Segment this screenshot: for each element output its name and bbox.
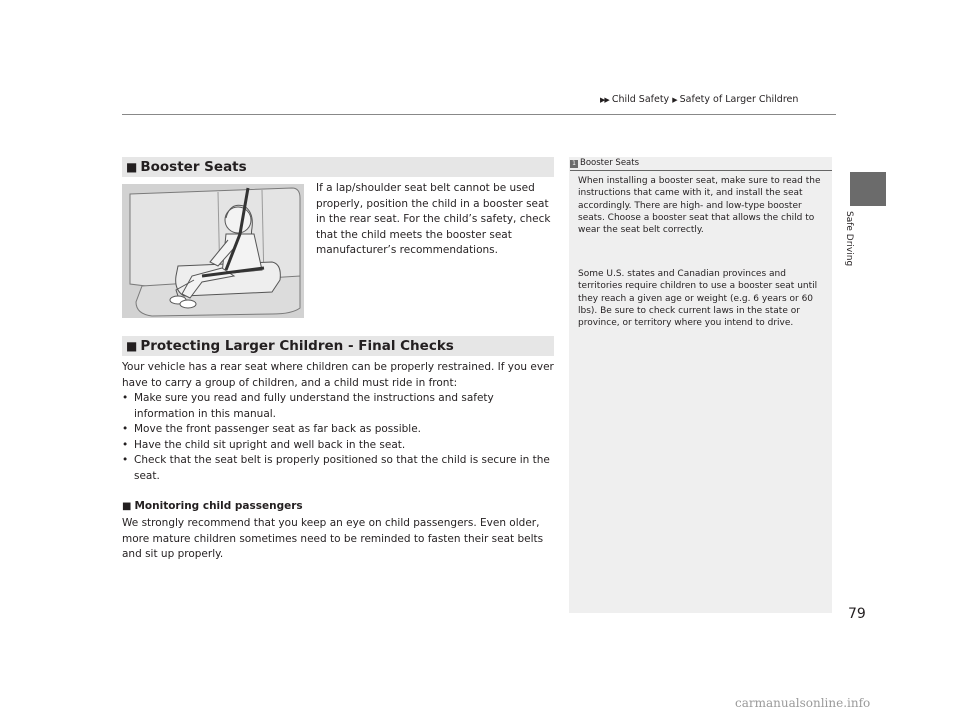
side-note-paragraph-1: When installing a booster seat, make sure to read the instructions that came with it, and install the seat accordingly. There are high- and low-type booster seats. Choose a booster seat that allows the child to wear the seat belt correctly. xyxy=(578,176,821,236)
page-number: 79 xyxy=(848,606,866,622)
note-number-icon: 1 xyxy=(570,160,578,168)
bullet-icon: • xyxy=(122,438,129,451)
list-item: • Make sure you read and fully understand the instructions and safety information in this manual. xyxy=(122,392,494,420)
chapter-tab[interactable] xyxy=(850,172,886,206)
bullet-icon: • xyxy=(122,423,129,435)
monitoring-body: We strongly recommend that you keep an eye on child passengers. Even older, more mature children sometimes need to be reminded to fasten their seat belts and sit up properly. xyxy=(122,517,544,560)
section-header-final-checks xyxy=(122,336,554,356)
double-triangle-arrow-icon: ▶▶ xyxy=(600,96,609,104)
watermark: carmanualsonline.info xyxy=(735,696,871,710)
chapter-tab-label-wrapper xyxy=(838,211,868,267)
booster-seats-body: If a lap/shoulder seat belt cannot be used properly, position the child in a booster seat in the rear seat. For the child’s safety, check that the child meets the booster seat manufacturer’s recommendations. xyxy=(316,182,551,256)
final-checks-list xyxy=(122,391,556,484)
side-note-paragraph-2: Some U.S. states and Canadian provinces and territories require children to use a booster seat until they reach a given age or weight (e.g. 6 years or 60 lbs). Be sure to check current laws in the state or province, or territory where you intend to drive. xyxy=(578,269,818,329)
side-note-divider xyxy=(570,170,832,171)
list-item: • Move the front passenger seat as far back as possible. xyxy=(122,422,556,438)
side-note-title[interactable]: 1 Booster Seats xyxy=(570,158,639,168)
section-title-booster-seats: Booster Seats xyxy=(140,159,247,175)
breadcrumb-item-child-safety[interactable]: Child Safety xyxy=(611,94,670,105)
final-checks-intro: Your vehicle has a rear seat where children can be properly restrained. If you ever have to carry a group of children, and a child must ride in front: xyxy=(122,361,554,389)
black-square-icon: ■ xyxy=(126,160,138,174)
subheading-monitoring: ■ Monitoring child passengers xyxy=(122,500,303,512)
breadcrumb xyxy=(600,94,798,105)
list-item: • Have the child sit upright and well back in the seat. xyxy=(122,438,556,454)
bullet-icon: • xyxy=(122,454,129,466)
breadcrumb-item-larger-children[interactable]: Safety of Larger Children xyxy=(679,94,799,105)
section-header-booster-seats xyxy=(122,157,554,177)
bullet-icon: • xyxy=(122,392,129,404)
child-booster-seat-illustration xyxy=(122,184,304,318)
list-item: • Check that the seat belt is properly positioned so that the child is secure in the seat. xyxy=(122,454,550,482)
triangle-arrow-icon: ▶ xyxy=(672,96,677,104)
section-title-final-checks: Protecting Larger Children - Final Checks xyxy=(140,338,454,354)
header-divider xyxy=(122,114,836,115)
chapter-tab-label: Safe Driving xyxy=(844,211,854,267)
booster-seat-drawing xyxy=(122,184,304,318)
black-square-icon: ■ xyxy=(126,339,138,353)
black-square-icon: ■ xyxy=(122,501,132,512)
